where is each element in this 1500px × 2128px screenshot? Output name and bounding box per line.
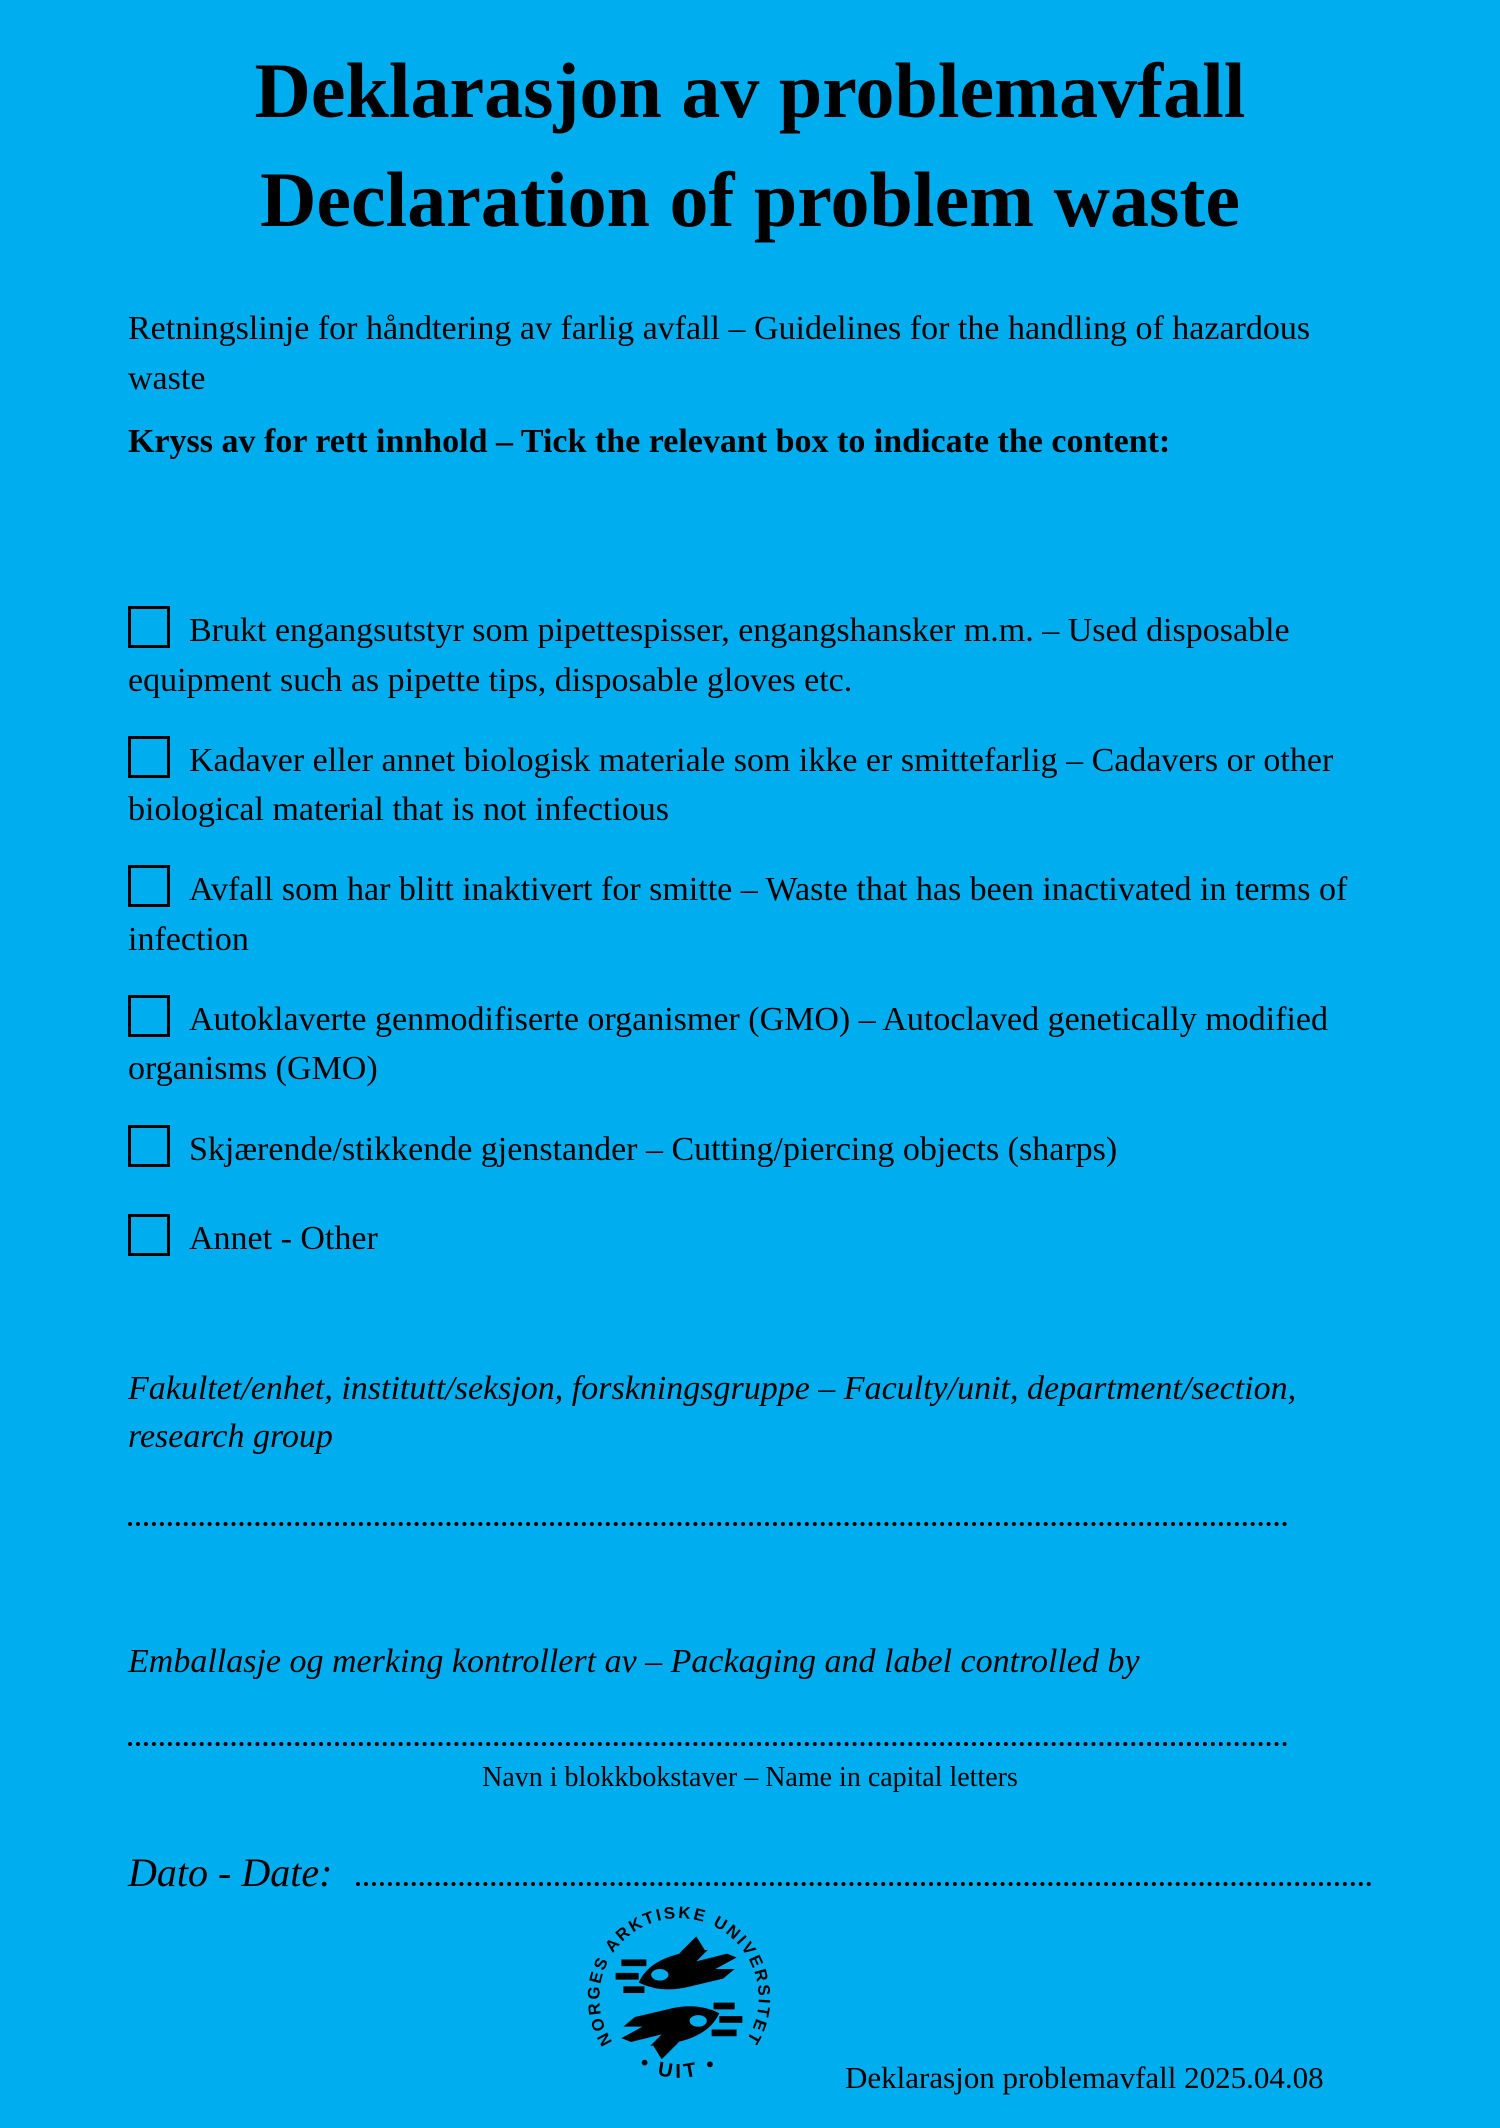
svg-text:• UIT • [636, 2052, 721, 2083]
checkbox-item-cadavers [128, 736, 1372, 835]
guidelines-text: Retningslinje for håndtering av farlig avfall – Guidelines for the handling of hazardous waste [128, 310, 1311, 397]
checkbox-gmo[interactable] [128, 995, 170, 1037]
page-title [128, 0, 1372, 254]
packaging-write-in-line[interactable] [128, 1742, 1288, 1746]
checkbox-item-gmo [128, 995, 1372, 1094]
faculty-field-label: Fakultet/enhet, institutt/seksjon, forskningsgruppe – Faculty/unit, department/section, research group [128, 1370, 1297, 1455]
checkbox-item-disposable-equipment [128, 606, 1372, 705]
checkbox-other[interactable] [128, 1214, 170, 1256]
checkbox-label: Avfall som har blitt inaktivert for smitte – Waste that has been inactivated in terms of infection [128, 871, 1348, 958]
title-norwegian: Deklarasjon av problemavfall [254, 47, 1246, 134]
checkbox-disposable-equipment[interactable] [128, 606, 170, 648]
title-english: Declaration of problem waste [260, 156, 1240, 244]
name-capital-letters-caption: Navn i blokkbokstaver – Name in capital letters [482, 1762, 1018, 1794]
date-field-row [128, 1849, 1372, 1896]
checkbox-label: Kadaver eller annet biologisk materiale som ikke er smittefarlig – Cadavers or other biological material that is not infectious [128, 741, 1334, 829]
date-write-in-line[interactable] [356, 1852, 1372, 1886]
checkbox-label: Autoklaverte genmodifiserte organismer (GMO) – Autoclaved genetically modified organisms (GMO) [128, 1001, 1328, 1088]
tick-instruction-text: Kryss av for rett innhold – Tick the relevant box to indicate the content: [128, 422, 1171, 460]
checkbox-list [128, 606, 1372, 1263]
checkbox-label: Annet - Other [189, 1219, 378, 1257]
checkbox-inactivated-waste[interactable] [128, 865, 170, 907]
faculty-write-in-line[interactable] [128, 1522, 1288, 1526]
footer-version-note: Deklarasjon problemavfall 2025.04.08 [845, 2060, 1324, 2095]
checkbox-item-other [128, 1214, 1372, 1263]
logo-bird-emblem [616, 1936, 743, 2059]
logo-circle-text: NORGES ARKTISKE UNIVERSITET [584, 1902, 774, 2050]
checkbox-item-sharps [128, 1125, 1372, 1174]
checkbox-cadavers[interactable] [128, 736, 170, 778]
date-field-label: Dato - Date: [128, 1850, 333, 1896]
uit-logo [583, 1898, 775, 2090]
checkbox-sharps[interactable] [128, 1125, 170, 1167]
packaging-field-label: Emballasje og merking kontrollert av – Packaging and label controlled by [128, 1643, 1140, 1681]
checkbox-item-inactivated-waste [128, 865, 1372, 964]
uit-university-seal-icon [583, 1898, 775, 2090]
checkbox-label: Skjærende/stikkende gjenstander – Cutting/piercing objects (sharps) [189, 1130, 1118, 1168]
checkbox-label: Brukt engangsutstyr som pipettespisser, engangshansker m.m. – Used disposable equipment such as pipette tips, disposable gloves etc. [128, 612, 1290, 699]
logo-uit-text: • UIT • [636, 2051, 722, 2084]
